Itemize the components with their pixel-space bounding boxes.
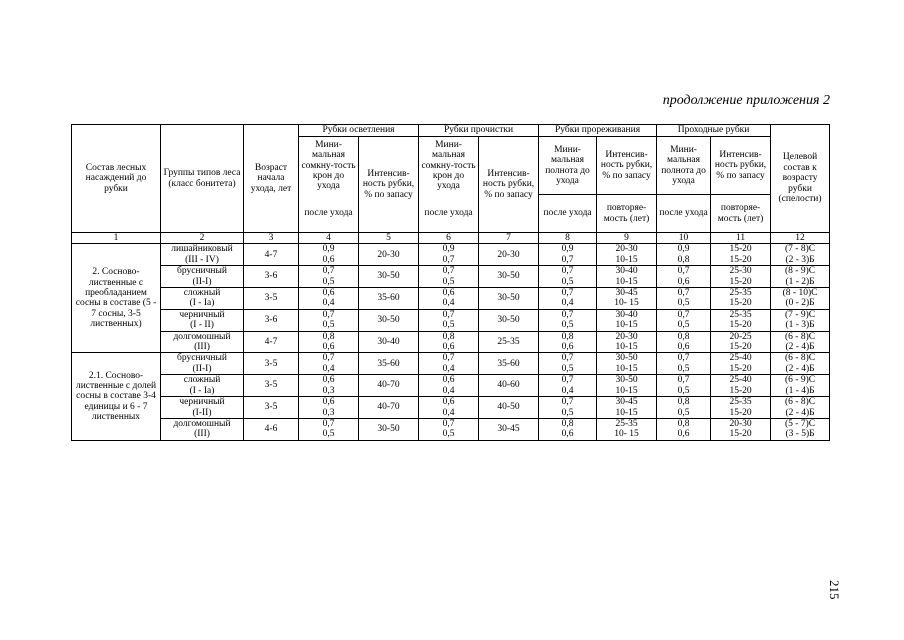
prokh-density-cell-line: 0,7 <box>677 266 690 277</box>
target-composition-cell-line: (3 - 5)Б <box>785 429 815 440</box>
proch-intensity-cell: 25-35 <box>479 331 539 353</box>
prokh-intensity-cell <box>711 418 771 440</box>
header-intensity: Интенсив-ность рубки, % по запасу <box>711 137 771 195</box>
table-row <box>72 418 830 440</box>
forest-group-name: черничный <box>179 397 225 408</box>
osv-closure-cell-line: 0,3 <box>322 407 335 418</box>
prokh-density-cell-line: 0,5 <box>677 385 690 396</box>
prorezh-density-cell-line: 0,6 <box>561 429 574 440</box>
osv-closure-cell-line: 0,7 <box>322 266 335 277</box>
osv-closure-cell-line: 0,6 <box>322 254 335 265</box>
prorezh-density-cell <box>539 375 597 397</box>
osv-closure-cell-line: 0,6 <box>322 288 335 299</box>
osv-closure-cell-line: 0,7 <box>322 418 335 429</box>
prokh-intensity-cell-line: 15-20 <box>729 429 752 440</box>
proch-intensity-cell: 30-50 <box>479 266 539 288</box>
forest-group-cell <box>161 375 244 397</box>
proch-closure-cell-line: 0,5 <box>442 320 455 331</box>
target-composition-cell-line: (7 - 9)С <box>785 309 816 320</box>
prokh-density-cell-line: 0,5 <box>677 363 690 374</box>
forest-care-table <box>71 124 830 441</box>
prorezh-intensity-cell-line: 20-30 <box>615 244 638 255</box>
start-age-cell: 4-6 <box>244 418 299 440</box>
prorezh-density-cell-line: 0,8 <box>561 418 574 429</box>
header-group-osvetleniya: Рубки осветления <box>299 125 419 137</box>
prorezh-density-cell-line: 0,7 <box>561 266 574 277</box>
proch-closure-cell-line: 0,6 <box>442 397 455 408</box>
target-composition-cell <box>771 375 830 397</box>
osv-closure-cell-line: 0,6 <box>322 375 335 386</box>
proch-closure-cell-line: 0,9 <box>442 244 455 255</box>
prokh-density-cell-line: 0,5 <box>677 320 690 331</box>
forest-group-name: долгомошный <box>173 418 231 429</box>
target-composition-cell-line: (2 - 4)Б <box>785 342 815 353</box>
prorezh-density-cell <box>539 288 597 310</box>
column-number: 1 <box>72 233 161 244</box>
prokh-density-cell-line: 0,8 <box>677 397 690 408</box>
prokh-intensity-cell <box>711 309 771 331</box>
proch-closure-cell-line: 0,5 <box>442 429 455 440</box>
prorezh-density-cell <box>539 309 597 331</box>
osv-intensity-cell: 30-50 <box>359 309 419 331</box>
osv-closure-cell-line: 0,7 <box>322 353 335 364</box>
prokh-density-cell <box>657 353 711 375</box>
osv-closure-cell-line: 0,5 <box>322 276 335 287</box>
target-composition-cell-line: (1 - 4)Б <box>785 385 815 396</box>
osv-closure-cell-line: 0,5 <box>322 429 335 440</box>
proch-closure-cell-line: 0,6 <box>442 375 455 386</box>
target-composition-cell-line: (6 - 9)С <box>785 375 816 386</box>
prokh-density-cell-line: 0,7 <box>677 353 690 364</box>
prokh-density-cell <box>657 288 711 310</box>
target-composition-cell <box>771 353 830 375</box>
prorezh-density-cell-line: 0,7 <box>561 288 574 299</box>
forest-group-bonitet: (III - IV) <box>185 254 219 265</box>
prorezh-intensity-cell-line: 30-50 <box>615 353 638 364</box>
forest-group-name: брусничный <box>177 353 227 364</box>
forest-group-bonitet: (I - Ia) <box>189 385 215 396</box>
column-number: 12 <box>771 233 830 244</box>
prokh-intensity-cell-line: 15-20 <box>729 254 752 265</box>
prorezh-intensity-cell <box>597 244 657 266</box>
table-row <box>72 353 830 375</box>
forest-group-bonitet: (I - II) <box>190 320 214 331</box>
prorezh-intensity-cell-line: 10-15 <box>615 342 638 353</box>
target-composition-cell <box>771 331 830 353</box>
prorezh-intensity-cell-line: 30-50 <box>615 375 638 386</box>
prokh-intensity-cell <box>711 353 771 375</box>
target-composition-cell-line: (8 - 10)С <box>782 288 818 299</box>
column-number: 3 <box>244 233 299 244</box>
proch-closure-cell-line: 0,7 <box>442 309 455 320</box>
proch-intensity-cell: 20-30 <box>479 244 539 266</box>
prokh-intensity-cell-line: 15-20 <box>729 298 752 309</box>
prorezh-intensity-cell-line: 30-40 <box>615 266 638 277</box>
column-number: 4 <box>299 233 359 244</box>
prorezh-intensity-cell-line: 10-15 <box>615 276 638 287</box>
column-number: 11 <box>711 233 771 244</box>
prorezh-intensity-cell <box>597 397 657 419</box>
proch-closure-cell-line: 0,4 <box>442 385 455 396</box>
osv-intensity-cell: 20-30 <box>359 244 419 266</box>
table-row <box>72 331 830 353</box>
prokh-density-cell <box>657 309 711 331</box>
prorezh-density-cell-line: 0,7 <box>561 353 574 364</box>
header-repeat: повторяе-мость (лет) <box>597 195 657 233</box>
prokh-density-cell <box>657 244 711 266</box>
prokh-density-cell-line: 0,6 <box>677 342 690 353</box>
forest-group-name: лишайниковый <box>171 244 233 255</box>
target-composition-cell <box>771 397 830 419</box>
prorezh-intensity-cell <box>597 309 657 331</box>
start-age-cell: 3-5 <box>244 353 299 375</box>
proch-intensity-cell: 30-50 <box>479 288 539 310</box>
header-min-crown-closure: Мини-мальная сомкну-тость крон до ухода <box>299 137 359 195</box>
prorezh-density-cell <box>539 266 597 288</box>
prokh-intensity-cell-line: 15-20 <box>729 244 752 255</box>
osv-closure-cell-line: 0,3 <box>322 385 335 396</box>
prorezh-density-cell <box>539 418 597 440</box>
prokh-density-cell-line: 0,8 <box>677 331 690 342</box>
prorezh-density-cell-line: 0,5 <box>561 407 574 418</box>
start-age-cell: 3-6 <box>244 266 299 288</box>
prokh-density-cell <box>657 397 711 419</box>
prokh-density-cell-line: 0,7 <box>677 309 690 320</box>
prorezh-density-cell-line: 0,7 <box>561 254 574 265</box>
proch-closure-cell <box>419 397 479 419</box>
table-row <box>72 375 830 397</box>
prorezh-density-cell-line: 0,5 <box>561 320 574 331</box>
osv-closure-cell-line: 0,6 <box>322 342 335 353</box>
start-age-cell: 3-5 <box>244 375 299 397</box>
osv-closure-cell <box>299 375 359 397</box>
forest-group-name: сложный <box>183 375 221 386</box>
forest-group-name: сложный <box>183 288 221 299</box>
prokh-density-cell-line: 0,8 <box>677 418 690 429</box>
proch-closure-cell-line: 0,4 <box>442 298 455 309</box>
target-composition-cell-line: (2 - 4)Б <box>785 363 815 374</box>
forest-group-cell <box>161 244 244 266</box>
prokh-density-cell-line: 0,7 <box>677 288 690 299</box>
start-age-cell: 3-5 <box>244 397 299 419</box>
prorezh-intensity-cell <box>597 266 657 288</box>
proch-intensity-cell: 35-60 <box>479 353 539 375</box>
osv-intensity-cell: 40-70 <box>359 375 419 397</box>
prorezh-intensity-cell-line: 10-15 <box>615 385 638 396</box>
prokh-intensity-cell-line: 15-20 <box>729 363 752 374</box>
proch-closure-cell <box>419 353 479 375</box>
prorezh-intensity-cell <box>597 331 657 353</box>
header-composition: Состав лесных насаждений до рубки <box>72 125 161 233</box>
proch-closure-cell-line: 0,7 <box>442 353 455 364</box>
osv-intensity-cell: 35-60 <box>359 288 419 310</box>
continuation-title: продолжение приложения 2 <box>662 93 830 108</box>
forest-group-cell <box>161 331 244 353</box>
target-composition-cell-line: (0 - 2)Б <box>785 298 815 309</box>
prorezh-intensity-cell <box>597 288 657 310</box>
prokh-density-cell <box>657 331 711 353</box>
osv-closure-cell-line: 0,4 <box>322 363 335 374</box>
prorezh-intensity-cell <box>597 375 657 397</box>
header-group-prorezhivaniya: Рубки прореживания <box>539 125 657 137</box>
header-start-age: Возраст начала ухода, лет <box>244 125 299 233</box>
forest-group-bonitet: (III) <box>194 429 210 440</box>
proch-closure-cell-line: 0,7 <box>442 418 455 429</box>
proch-intensity-cell: 30-50 <box>479 309 539 331</box>
osv-closure-cell-line: 0,7 <box>322 309 335 320</box>
start-age-cell: 3-5 <box>244 288 299 310</box>
target-composition-cell-line: (6 - 8)С <box>785 331 816 342</box>
prorezh-intensity-cell-line: 10- 15 <box>614 429 639 440</box>
prokh-intensity-cell-line: 25-35 <box>729 397 752 408</box>
prorezh-density-cell-line: 0,8 <box>561 331 574 342</box>
proch-closure-cell-line: 0,8 <box>442 331 455 342</box>
proch-closure-cell-line: 0,6 <box>442 342 455 353</box>
prorezh-intensity-cell-line: 10-15 <box>615 363 638 374</box>
prokh-density-cell-line: 0,8 <box>677 254 690 265</box>
forest-group-bonitet: (II-I) <box>192 363 212 374</box>
prorezh-intensity-cell-line: 10-15 <box>615 254 638 265</box>
prorezh-density-cell-line: 0,9 <box>561 244 574 255</box>
osv-intensity-cell: 35-60 <box>359 353 419 375</box>
proch-closure-cell-line: 0,5 <box>442 276 455 287</box>
table-row <box>72 266 830 288</box>
prokh-intensity-cell <box>711 244 771 266</box>
forest-group-name: черничный <box>179 309 225 320</box>
prokh-density-cell <box>657 418 711 440</box>
forest-group-name: долгомошный <box>173 331 231 342</box>
osv-intensity-cell: 30-50 <box>359 418 419 440</box>
target-composition-cell-line: (8 - 9)С <box>785 266 816 277</box>
header-intensity: Интенсив-ность рубки, % по запасу <box>597 137 657 195</box>
proch-intensity-cell: 40-50 <box>479 397 539 419</box>
table-body <box>72 244 830 440</box>
prokh-density-cell-line: 0,5 <box>677 407 690 418</box>
column-number: 8 <box>539 233 597 244</box>
prokh-density-cell-line: 0,9 <box>677 244 690 255</box>
forest-group-bonitet: (I-II) <box>192 407 212 418</box>
osv-closure-cell <box>299 266 359 288</box>
start-age-cell: 4-7 <box>244 331 299 353</box>
header-target-composition: Целевой состав к возрасту рубки (спелости) <box>771 125 830 233</box>
proch-closure-cell-line: 0,6 <box>442 288 455 299</box>
prorezh-intensity-cell-line: 10-15 <box>615 320 638 331</box>
prorezh-intensity-cell-line: 30-40 <box>615 309 638 320</box>
header-min-density: Мини-мальная полнота до ухода <box>657 137 711 195</box>
prokh-density-cell <box>657 375 711 397</box>
header-group-prochistki: Рубки прочистки <box>419 125 539 137</box>
column-number-row <box>72 233 830 244</box>
target-composition-cell <box>771 244 830 266</box>
prorezh-intensity-cell-line: 30-45 <box>615 397 638 408</box>
proch-closure-cell <box>419 288 479 310</box>
osv-closure-cell-line: 0,5 <box>322 320 335 331</box>
column-number: 9 <box>597 233 657 244</box>
header-intensity: Интенсив-ность рубки, % по запасу <box>479 137 539 233</box>
prokh-intensity-cell <box>711 266 771 288</box>
osv-intensity-cell: 40-70 <box>359 397 419 419</box>
prokh-density-cell-line: 0,6 <box>677 429 690 440</box>
header-group-prokhodnye: Проходные рубки <box>657 125 771 137</box>
prorezh-intensity-cell-line: 25-35 <box>615 418 638 429</box>
prokh-intensity-cell <box>711 331 771 353</box>
prokh-intensity-cell-line: 25-40 <box>729 375 752 386</box>
table-row <box>72 309 830 331</box>
start-age-cell: 3-6 <box>244 309 299 331</box>
osv-closure-cell <box>299 331 359 353</box>
proch-intensity-cell: 40-60 <box>479 375 539 397</box>
osv-closure-cell-line: 0,9 <box>322 244 335 255</box>
target-composition-cell <box>771 418 830 440</box>
proch-closure-cell-line: 0,4 <box>442 363 455 374</box>
table-row <box>72 397 830 419</box>
osv-closure-cell-line: 0,6 <box>322 397 335 408</box>
prokh-intensity-cell-line: 25-40 <box>729 353 752 364</box>
prorezh-intensity-cell <box>597 353 657 375</box>
prokh-intensity-cell-line: 15-20 <box>729 385 752 396</box>
proch-closure-cell-line: 0,7 <box>442 266 455 277</box>
forest-group-cell <box>161 353 244 375</box>
header-after-care: после ухода <box>539 195 597 233</box>
header-intensity: Интенсив-ность рубки, % по запасу <box>359 137 419 233</box>
prorezh-density-cell-line: 0,5 <box>561 276 574 287</box>
proch-intensity-cell: 30-45 <box>479 418 539 440</box>
prokh-density-cell-line: 0,6 <box>677 276 690 287</box>
column-number: 6 <box>419 233 479 244</box>
osv-closure-cell <box>299 353 359 375</box>
composition-cell: 2.1. Сосново-лиственные с долей сосны в составе 3-4 единицы и 6 - 7 лиственных <box>72 353 161 440</box>
prorezh-density-cell-line: 0,6 <box>561 342 574 353</box>
forest-group-cell <box>161 309 244 331</box>
target-composition-cell <box>771 266 830 288</box>
prorezh-density-cell-line: 0,7 <box>561 309 574 320</box>
osv-closure-cell <box>299 397 359 419</box>
column-number: 2 <box>161 233 244 244</box>
proch-closure-cell <box>419 266 479 288</box>
prokh-intensity-cell-line: 20-25 <box>729 331 752 342</box>
osv-closure-cell-line: 0,8 <box>322 331 335 342</box>
target-composition-cell <box>771 288 830 310</box>
header-after-care: после ухода <box>657 195 711 233</box>
prokh-density-cell-line: 0,5 <box>677 298 690 309</box>
osv-closure-cell <box>299 418 359 440</box>
prorezh-density-cell <box>539 397 597 419</box>
target-composition-cell <box>771 309 830 331</box>
prorezh-intensity-cell-line: 30-45 <box>615 288 638 299</box>
prorezh-density-cell <box>539 353 597 375</box>
prorezh-density-cell-line: 0,4 <box>561 385 574 396</box>
table-row <box>72 244 830 266</box>
proch-closure-cell <box>419 418 479 440</box>
proch-closure-cell <box>419 331 479 353</box>
composition-cell: 2. Сосново-лиственные с преобладанием сосны в составе (5 - 7 сосны, 3-5 лиственных) <box>72 244 161 353</box>
prorezh-intensity-cell <box>597 418 657 440</box>
prorezh-density-cell-line: 0,7 <box>561 375 574 386</box>
prokh-intensity-cell-line: 15-20 <box>729 407 752 418</box>
page-number: 215 <box>827 580 842 600</box>
header-min-density: Мини-мальная полнота до ухода <box>539 137 597 195</box>
prorezh-density-cell-line: 0,4 <box>561 298 574 309</box>
prorezh-intensity-cell-line: 10-15 <box>615 407 638 418</box>
prokh-density-cell-line: 0,7 <box>677 375 690 386</box>
osv-intensity-cell: 30-40 <box>359 331 419 353</box>
forest-group-bonitet: (I - Ia) <box>189 298 215 309</box>
forest-group-cell <box>161 418 244 440</box>
forest-group-cell <box>161 397 244 419</box>
target-composition-cell-line: (5 - 7)С <box>785 418 816 429</box>
header-repeat: повторяе-мость (лет) <box>711 195 771 233</box>
proch-closure-cell <box>419 309 479 331</box>
header-min-crown-closure: Мини-мальная сомкну-тость крон до ухода <box>419 137 479 195</box>
osv-closure-cell <box>299 244 359 266</box>
column-number: 5 <box>359 233 419 244</box>
forest-group-name: брусничный <box>177 266 227 277</box>
prorezh-density-cell <box>539 331 597 353</box>
osv-closure-cell <box>299 309 359 331</box>
osv-closure-cell <box>299 288 359 310</box>
prorezh-intensity-cell-line: 10- 15 <box>614 298 639 309</box>
prokh-intensity-cell-line: 25-35 <box>729 288 752 299</box>
proch-closure-cell-line: 0,4 <box>442 407 455 418</box>
prokh-intensity-cell-line: 25-35 <box>729 309 752 320</box>
target-composition-cell-line: (6 - 8)С <box>785 397 816 408</box>
prokh-intensity-cell <box>711 288 771 310</box>
forest-group-cell <box>161 288 244 310</box>
prokh-intensity-cell-line: 15-20 <box>729 342 752 353</box>
target-composition-cell-line: (1 - 3)Б <box>785 320 815 331</box>
prokh-intensity-cell <box>711 375 771 397</box>
prokh-density-cell <box>657 266 711 288</box>
prokh-intensity-cell <box>711 397 771 419</box>
column-number: 10 <box>657 233 711 244</box>
osv-closure-cell-line: 0,4 <box>322 298 335 309</box>
target-composition-cell-line: (7 - 8)С <box>785 244 816 255</box>
table-row <box>72 288 830 310</box>
prokh-intensity-cell-line: 15-20 <box>729 320 752 331</box>
forest-group-bonitet: (II-I) <box>192 276 212 287</box>
prorezh-intensity-cell-line: 20-30 <box>615 331 638 342</box>
prorezh-density-cell-line: 0,7 <box>561 397 574 408</box>
start-age-cell: 4-7 <box>244 244 299 266</box>
osv-intensity-cell: 30-50 <box>359 266 419 288</box>
prokh-intensity-cell-line: 20-30 <box>729 418 752 429</box>
header-after-care: после ухода <box>419 195 479 233</box>
forest-group-cell <box>161 266 244 288</box>
prokh-intensity-cell-line: 25-30 <box>729 266 752 277</box>
proch-closure-cell <box>419 375 479 397</box>
header-forest-groups: Группы типов леса (класс бонитета) <box>161 125 244 233</box>
target-composition-cell-line: (2 - 4)Б <box>785 407 815 418</box>
column-number: 7 <box>479 233 539 244</box>
target-composition-cell-line: (2 - 3)Б <box>785 254 815 265</box>
forest-group-bonitet: (III) <box>194 342 210 353</box>
prorezh-density-cell-line: 0,5 <box>561 363 574 374</box>
target-composition-cell-line: (6 - 8)С <box>785 353 816 364</box>
prokh-intensity-cell-line: 15-20 <box>729 276 752 287</box>
proch-closure-cell <box>419 244 479 266</box>
target-composition-cell-line: (1 - 2)Б <box>785 276 815 287</box>
prorezh-density-cell <box>539 244 597 266</box>
proch-closure-cell-line: 0,7 <box>442 254 455 265</box>
header-after-care: после ухода <box>299 195 359 233</box>
